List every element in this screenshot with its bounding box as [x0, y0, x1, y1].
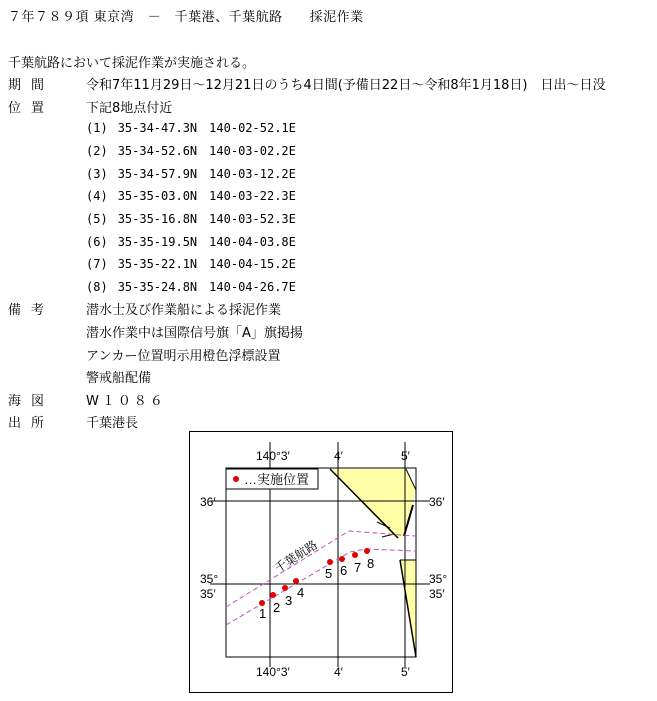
remarks-line: 潜水作業中は国際信号旗「A」旗掲揚 [86, 326, 303, 341]
land-north [330, 469, 416, 539]
remarks-line: 潜水士及び作業船による採泥作業 [86, 303, 282, 318]
source-label: 出所 [8, 416, 55, 431]
remarks-line: アンカー位置明示用橙色浮標設置 [86, 349, 281, 364]
coordinate-row: (8) 35-35-24.8N 140-04-26.7E [86, 280, 296, 294]
work-positions [259, 548, 370, 606]
svg-text:35′: 35′ [200, 587, 216, 601]
svg-text:35′: 35′ [429, 587, 445, 601]
svg-text:36′: 36′ [200, 495, 216, 509]
coordinate-row: (1) 35-34-47.3N 140-02-52.1E [86, 121, 296, 135]
svg-text:7: 7 [354, 560, 362, 575]
coordinate-row: (3) 35-34-57.9N 140-03-12.2E [86, 167, 296, 181]
notice-intro: 千葉航路において採泥作業が実施される。 [8, 56, 256, 71]
coordinate-row: (4) 35-35-03.0N 140-03-22.3E [86, 189, 296, 203]
svg-text:4: 4 [297, 585, 305, 600]
svg-text:36′: 36′ [429, 495, 445, 509]
period-value: 令和7年11月29日～12月21日のうち4日間(予備日22日～令和8年1月18日) 日出～日没 [86, 78, 606, 93]
chart-label: 海図 [8, 394, 55, 409]
remarks-label: 備考 [8, 303, 55, 318]
period-label: 期間 [8, 78, 55, 93]
svg-text:5′: 5′ [401, 449, 410, 463]
svg-text:140°3′: 140°3′ [256, 449, 290, 463]
location-map [189, 431, 453, 693]
svg-text:3: 3 [285, 593, 293, 608]
chart-value: W１０８６ [86, 394, 166, 409]
svg-text:8: 8 [367, 556, 375, 571]
svg-text:4′: 4′ [334, 665, 343, 679]
coordinate-row: (2) 35-34-52.6N 140-03-02.2E [86, 144, 296, 158]
channel-label: 千葉航路 [272, 537, 320, 576]
position-value: 下記8地点付近 [86, 101, 173, 116]
legend-label: …実施位置 [244, 472, 310, 487]
svg-text:2: 2 [273, 600, 281, 615]
svg-text:5: 5 [325, 566, 333, 581]
svg-text:35°: 35° [200, 572, 219, 586]
svg-text:5′: 5′ [401, 665, 410, 679]
position-label: 位置 [8, 101, 55, 116]
svg-text:4′: 4′ [334, 449, 343, 463]
coordinate-row: (7) 35-35-22.1N 140-04-15.2E [86, 257, 296, 271]
svg-text:1: 1 [259, 606, 267, 621]
channel-boundary-south [226, 549, 415, 625]
channel-boundary-north [226, 531, 415, 607]
coordinate-row: (5) 35-35-16.8N 140-03-52.3E [86, 212, 296, 226]
svg-text:6: 6 [340, 563, 348, 578]
notice-title: ７年７８９項 東京湾 － 千葉港、千葉航路 採泥作業 [8, 10, 364, 25]
source-value: 千葉港長 [86, 416, 139, 431]
coordinate-row: (6) 35-35-19.5N 140-04-03.8E [86, 235, 296, 249]
remarks-line: 警戒船配備 [86, 371, 152, 386]
svg-text:35°: 35° [429, 572, 448, 586]
svg-text:140°3′: 140°3′ [256, 665, 290, 679]
